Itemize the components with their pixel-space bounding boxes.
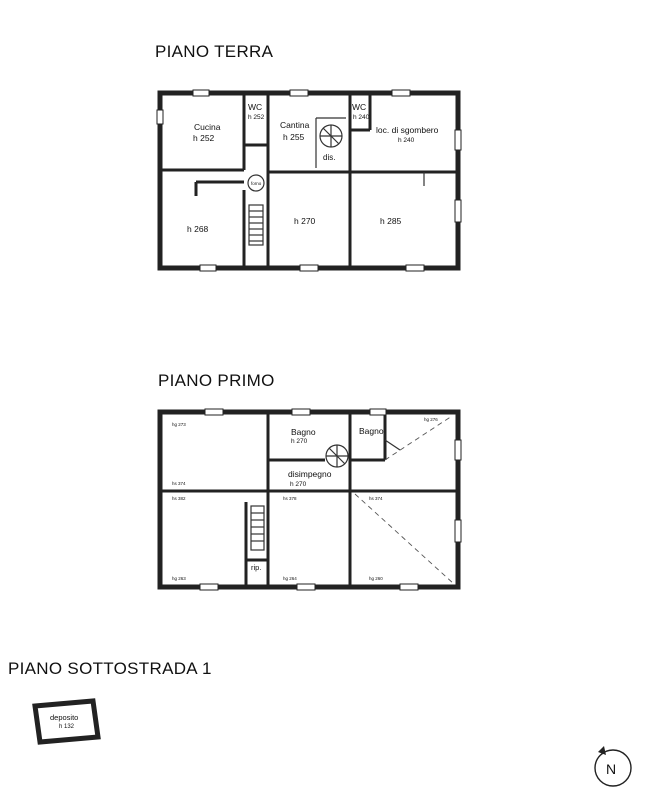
room-label-bagno-1: Bagno [291,427,316,437]
window [392,90,410,96]
room-label-wc-2: WC [352,102,367,112]
window [455,440,461,460]
window [193,90,209,96]
ceiling-height-label: hg 276 [424,417,438,422]
room-height-bagno-1: h 270 [291,438,308,445]
window [200,265,216,271]
north-compass [595,746,631,786]
ceiling-height-label: hg 263 [172,576,186,581]
floor-title-piano-primo: PIANO PRIMO [158,371,275,390]
room-height-disimpegno: h 270 [290,481,307,488]
plan-piano-primo [160,409,461,590]
room-label-dis: dis. [323,153,336,162]
window [455,520,461,542]
room-height-285: h 285 [380,216,402,226]
floor-title-piano-sottostrada: PIANO SOTTOSTRADA 1 [8,659,212,678]
room-height-cantina: h 255 [283,132,305,142]
roof-line [385,416,452,460]
ceiling-height-label: hg 260 [369,576,383,581]
room-height-wc-1: h 252 [248,114,265,121]
room-height-deposito: h 132 [59,724,75,730]
roof-line [355,494,454,584]
room-label-deposito: deposito [50,713,79,722]
room-label-cantina: Cantina [280,120,310,130]
room-label-cucina: Cucina [194,122,221,132]
room-height-sgombero: h 240 [398,137,415,144]
ceiling-height-label: hg 264 [283,576,297,581]
window [157,110,163,124]
room-label-wc-1: WC [248,102,263,112]
room-height-268: h 268 [187,224,209,234]
ceiling-height-label: hs 382 [172,496,186,501]
window [292,409,310,415]
room-label-disimpegno: disimpegno [288,469,332,479]
room-label-sgombero: loc. di sgombero [376,125,439,135]
ceiling-height-label: hs 374 [369,496,383,501]
window [455,200,461,222]
window [297,584,315,590]
window [406,265,424,271]
window [455,130,461,150]
ceiling-height-label: hs 378 [283,496,297,501]
room-height-cucina: h 252 [193,133,215,143]
plan-piano-sottostrada [35,701,98,742]
ceiling-height-label: hs 374 [172,481,186,486]
ceiling-height-label: hg 273 [172,422,186,427]
compass-label: N [606,761,617,777]
window [290,90,308,96]
outer-wall-primo [160,412,458,587]
room-label-rip: rip. [251,563,262,572]
window [300,265,318,271]
room-height-270: h 270 [294,216,316,226]
room-label-bagno-2: Bagno [359,426,384,436]
room-height-wc-2: h 240 [353,114,370,121]
window [200,584,218,590]
window [400,584,418,590]
label-forno: forno [251,181,262,186]
plan-piano-terra [157,90,461,271]
window [370,409,386,415]
wall [385,440,400,450]
window [205,409,223,415]
floor-title-piano-terra: PIANO TERRA [155,42,274,61]
